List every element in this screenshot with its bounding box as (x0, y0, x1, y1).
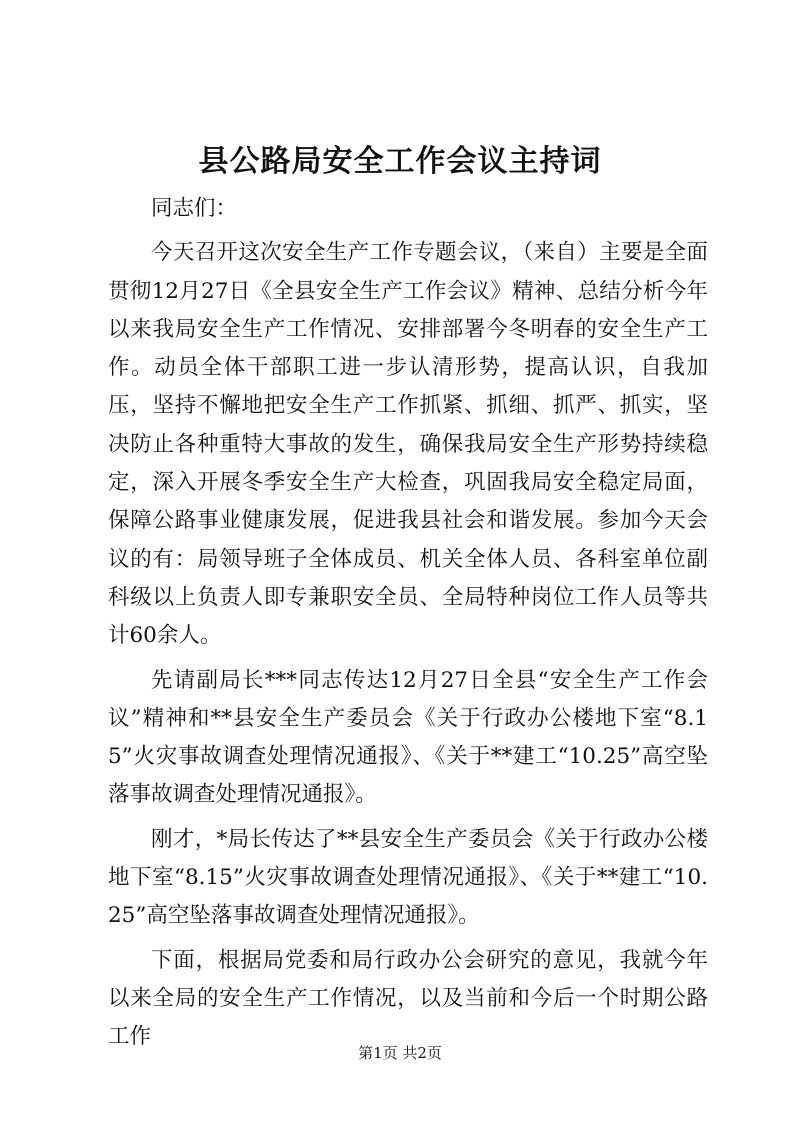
paragraph-3: 刚才，*局长传达了**县安全生产委员会《关于行政办公楼地下室“8.15”火灾事故调查处理情况通报》、《关于**建工“10.25”高空坠落事故调查处理情况通报》。 (108, 826, 708, 929)
page-footer: 第1页 共2页 (358, 1044, 442, 1062)
paragraph-2: 先请副局长***同志传达12月27日全县“安全生产工作会议”精神和**县安全生产委员会《关于行政办公楼地下室“8.15”火灾事故调查处理情况通报》、《关于**建工“10.25”高空坠落事故调查处理情况通报》。 (108, 667, 708, 808)
greeting: 同志们： (151, 196, 238, 221)
paragraph-4: 下面，根据局党委和局行政办公会研究的意见，我就今年以来全局的安全生产工作情况，以及当前和今后一个时期公路工作 (108, 947, 708, 1050)
document-body (108, 190, 708, 1057)
document-title: 县公路局安全工作会议主持词 (198, 144, 602, 179)
paragraph-1: 今天召开这次安全生产工作专题会议，（来自）主要是全面贯彻12月27日《全县安全生产工作会议》精神、总结分析今年以来我局安全生产工作情况、安排部署今冬明春的安全生产工作。动员全体干部职工进一步认清形势，提高认识，自我加压，坚持不懈地把安全生产工作抓紧、抓细、抓严、抓实，坚决防止各种重特大事故的发生，确保我局安全生产形势持续稳定，深入开展冬季安全生产大检查，巩固我局安全稳定局面，保障公路事业健康发展，促进我县社会和谐发展。参加今天会议的有：局领导班子全体成员、机关全体人员、各科室单位副科级以上负责人即专兼职安全员、全局特种岗位工作人员等共计60余人。 (108, 240, 708, 649)
